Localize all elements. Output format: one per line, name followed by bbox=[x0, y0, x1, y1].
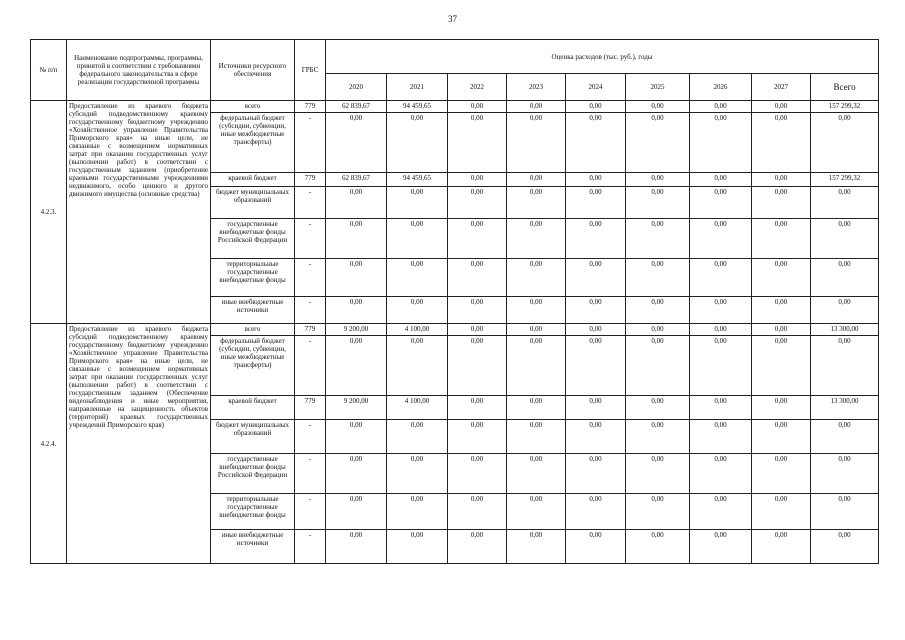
year-value: 0,00 bbox=[690, 187, 752, 219]
table-row bbox=[31, 324, 879, 336]
total-value: 0,00 bbox=[811, 113, 879, 173]
year-value: 0,00 bbox=[387, 530, 448, 564]
header-year: 2022 bbox=[448, 74, 507, 101]
funding-source: федеральный бюджет (субсидии, субвенции, иные межбюджетные трансферты) bbox=[211, 113, 295, 173]
year-value: 0,00 bbox=[690, 173, 752, 187]
year-value: 0,00 bbox=[752, 454, 811, 494]
grbs-code: - bbox=[295, 420, 326, 454]
year-value: 0,00 bbox=[387, 454, 448, 494]
year-value: 0,00 bbox=[507, 454, 566, 494]
funding-source: иные внебюджетные источники bbox=[211, 530, 295, 564]
year-value: 0,00 bbox=[626, 454, 690, 494]
year-value: 4 100,00 bbox=[387, 324, 448, 336]
grbs-code: 779 bbox=[295, 173, 326, 187]
year-value: 0,00 bbox=[448, 324, 507, 336]
funding-source: всего bbox=[211, 324, 295, 336]
year-value: 0,00 bbox=[448, 494, 507, 530]
year-value: 0,00 bbox=[690, 494, 752, 530]
grbs-code: - bbox=[295, 494, 326, 530]
year-value: 0,00 bbox=[448, 420, 507, 454]
header-name: Наименование подпрограммы, программы, принятой в соответствии с требованиями федерального законодательства в сфере реализации государственной программы bbox=[67, 40, 211, 101]
year-value: 0,00 bbox=[507, 101, 566, 113]
year-value: 0,00 bbox=[326, 187, 387, 219]
header-source: Источники ресурсного обеспечения bbox=[211, 40, 295, 101]
page-number: 37 bbox=[448, 14, 457, 24]
year-value: 0,00 bbox=[326, 420, 387, 454]
header-year: 2021 bbox=[387, 74, 448, 101]
year-value: 0,00 bbox=[448, 187, 507, 219]
year-value: 0,00 bbox=[566, 259, 626, 297]
header-year: 2027 bbox=[752, 74, 811, 101]
year-value: 0,00 bbox=[448, 219, 507, 259]
year-value: 0,00 bbox=[326, 219, 387, 259]
grbs-code: - bbox=[295, 336, 326, 396]
year-value: 0,00 bbox=[626, 113, 690, 173]
funding-source: иные внебюджетные источники bbox=[211, 297, 295, 324]
measure-name: Предоставление из краевого бюджета субсидий подведомственному краевому государственному бюджетному учреждению «Хозяйственное управление Правительства Приморского края» на иные цели, не связанные с возмещением нормативных затрат при оказании государственных услуг (выполнении работ) в соответствии с государственным заданием (Обеспечение видеонаблюдения и иные мероприятия, направленные на защищенность объектов (территорий) краевых государственных учреждений Приморского края) bbox=[67, 324, 211, 564]
year-value: 0,00 bbox=[448, 396, 507, 420]
row-number: 4.2.4. bbox=[31, 324, 67, 564]
grbs-code: - bbox=[295, 297, 326, 324]
year-value: 0,00 bbox=[690, 336, 752, 396]
year-value: 0,00 bbox=[690, 454, 752, 494]
grbs-code: 779 bbox=[295, 101, 326, 113]
year-value: 0,00 bbox=[326, 297, 387, 324]
year-value: 0,00 bbox=[326, 113, 387, 173]
funding-source: краевой бюджет bbox=[211, 396, 295, 420]
year-value: 0,00 bbox=[690, 420, 752, 454]
funding-source: государственные внебюджетные фонды Российской Федерации bbox=[211, 219, 295, 259]
total-value: 13 300,00 bbox=[811, 396, 879, 420]
year-value: 0,00 bbox=[752, 336, 811, 396]
year-value: 0,00 bbox=[566, 454, 626, 494]
funding-source: бюджет муниципальных образований bbox=[211, 187, 295, 219]
header-year: 2023 bbox=[507, 74, 566, 101]
year-value: 0,00 bbox=[566, 173, 626, 187]
year-value: 0,00 bbox=[752, 494, 811, 530]
year-value: 0,00 bbox=[507, 530, 566, 564]
total-value: 157 299,32 bbox=[811, 101, 879, 113]
year-value: 0,00 bbox=[566, 113, 626, 173]
year-value: 0,00 bbox=[387, 259, 448, 297]
year-value: 0,00 bbox=[566, 336, 626, 396]
grbs-code: - bbox=[295, 219, 326, 259]
year-value: 0,00 bbox=[326, 454, 387, 494]
year-value: 0,00 bbox=[566, 494, 626, 530]
year-value: 0,00 bbox=[752, 113, 811, 173]
year-value: 0,00 bbox=[752, 173, 811, 187]
year-value: 94 459,65 bbox=[387, 101, 448, 113]
year-value: 0,00 bbox=[752, 530, 811, 564]
total-value: 0,00 bbox=[811, 530, 879, 564]
total-value: 0,00 bbox=[811, 219, 879, 259]
year-value: 0,00 bbox=[507, 396, 566, 420]
table-body bbox=[31, 101, 879, 564]
year-value: 0,00 bbox=[387, 113, 448, 173]
year-value: 0,00 bbox=[752, 219, 811, 259]
year-value: 0,00 bbox=[566, 297, 626, 324]
year-value: 0,00 bbox=[507, 336, 566, 396]
total-value: 157 299,32 bbox=[811, 173, 879, 187]
funding-source: всего bbox=[211, 101, 295, 113]
year-value: 0,00 bbox=[626, 396, 690, 420]
grbs-code: 779 bbox=[295, 324, 326, 336]
year-value: 0,00 bbox=[752, 324, 811, 336]
year-value: 0,00 bbox=[448, 259, 507, 297]
year-value: 0,00 bbox=[626, 101, 690, 113]
year-value: 0,00 bbox=[566, 101, 626, 113]
year-value: 0,00 bbox=[690, 396, 752, 420]
year-value: 0,00 bbox=[566, 219, 626, 259]
header-year: 2024 bbox=[566, 74, 626, 101]
year-value: 0,00 bbox=[690, 113, 752, 173]
header-number: № п/п bbox=[31, 40, 67, 101]
year-value: 62 839,67 bbox=[326, 101, 387, 113]
year-value: 0,00 bbox=[326, 494, 387, 530]
year-value: 0,00 bbox=[448, 454, 507, 494]
year-value: 0,00 bbox=[626, 494, 690, 530]
year-value: 0,00 bbox=[626, 259, 690, 297]
year-value: 0,00 bbox=[507, 297, 566, 324]
funding-source: государственные внебюджетные фонды Российской Федерации bbox=[211, 454, 295, 494]
header-year: 2026 bbox=[690, 74, 752, 101]
grbs-code: - bbox=[295, 187, 326, 219]
year-value: 0,00 bbox=[387, 297, 448, 324]
budget-table bbox=[30, 39, 879, 564]
year-value: 0,00 bbox=[326, 259, 387, 297]
year-value: 0,00 bbox=[690, 530, 752, 564]
year-value: 0,00 bbox=[507, 187, 566, 219]
grbs-code: - bbox=[295, 259, 326, 297]
year-value: 0,00 bbox=[566, 530, 626, 564]
year-value: 0,00 bbox=[387, 187, 448, 219]
year-value: 0,00 bbox=[752, 187, 811, 219]
total-value: 0,00 bbox=[811, 187, 879, 219]
year-value: 0,00 bbox=[448, 113, 507, 173]
year-value: 0,00 bbox=[752, 396, 811, 420]
year-value: 0,00 bbox=[752, 420, 811, 454]
funding-source: федеральный бюджет (субсидии, субвенции, иные межбюджетные трансферты) bbox=[211, 336, 295, 396]
year-value: 0,00 bbox=[507, 324, 566, 336]
total-value: 0,00 bbox=[811, 297, 879, 324]
total-value: 0,00 bbox=[811, 259, 879, 297]
total-value: 0,00 bbox=[811, 420, 879, 454]
year-value: 0,00 bbox=[448, 530, 507, 564]
year-value: 0,00 bbox=[690, 219, 752, 259]
total-value: 13 300,00 bbox=[811, 324, 879, 336]
funding-source: территориальные государственные внебюджетные фонды bbox=[211, 494, 295, 530]
year-value: 0,00 bbox=[566, 324, 626, 336]
year-value: 0,00 bbox=[387, 420, 448, 454]
year-value: 0,00 bbox=[387, 219, 448, 259]
year-value: 0,00 bbox=[448, 336, 507, 396]
grbs-code: - bbox=[295, 454, 326, 494]
year-value: 0,00 bbox=[387, 336, 448, 396]
year-value: 0,00 bbox=[326, 530, 387, 564]
row-number: 4.2.3. bbox=[31, 101, 67, 324]
year-value: 94 459,65 bbox=[387, 173, 448, 187]
year-value: 0,00 bbox=[690, 259, 752, 297]
year-value: 0,00 bbox=[387, 494, 448, 530]
year-value: 0,00 bbox=[626, 173, 690, 187]
year-value: 0,00 bbox=[626, 324, 690, 336]
year-value: 0,00 bbox=[626, 530, 690, 564]
measure-name: Предоставление из краевого бюджета субсидий подведомственному краевому государственному бюджетному учреждению «Хозяйственное управление Правительства Приморского края» на иные цели, не связанные с возмещением нормативных затрат при оказании государственных услуг (выполнении работ) в соответствии с государственным заданием (приобретение краевыми государственными учреждениями недвижимого, особо ценного и другого движимого имущества (основные средства) bbox=[67, 101, 211, 324]
year-value: 0,00 bbox=[752, 259, 811, 297]
header-row-top bbox=[31, 40, 879, 74]
year-value: 0,00 bbox=[507, 219, 566, 259]
header-year: 2025 bbox=[626, 74, 690, 101]
grbs-code: - bbox=[295, 530, 326, 564]
year-value: 0,00 bbox=[448, 173, 507, 187]
year-value: 0,00 bbox=[507, 113, 566, 173]
year-value: 0,00 bbox=[626, 187, 690, 219]
year-value: 0,00 bbox=[626, 336, 690, 396]
year-value: 0,00 bbox=[566, 396, 626, 420]
year-value: 62 839,67 bbox=[326, 173, 387, 187]
year-value: 0,00 bbox=[626, 420, 690, 454]
year-value: 0,00 bbox=[448, 101, 507, 113]
total-value: 0,00 bbox=[811, 336, 879, 396]
funding-source: краевой бюджет bbox=[211, 173, 295, 187]
year-value: 0,00 bbox=[626, 219, 690, 259]
year-value: 0,00 bbox=[566, 187, 626, 219]
funding-source: бюджет муниципальных образований bbox=[211, 420, 295, 454]
funding-source: территориальные государственные внебюджетные фонды bbox=[211, 259, 295, 297]
year-value: 0,00 bbox=[752, 101, 811, 113]
header-estimate: Оценка расходов (тыс. руб.), годы bbox=[326, 40, 879, 74]
year-value: 0,00 bbox=[690, 324, 752, 336]
header-total: Всего bbox=[811, 74, 879, 101]
year-value: 0,00 bbox=[626, 297, 690, 324]
year-value: 0,00 bbox=[507, 494, 566, 530]
year-value: 0,00 bbox=[690, 297, 752, 324]
year-value: 4 100,00 bbox=[387, 396, 448, 420]
year-value: 0,00 bbox=[752, 297, 811, 324]
year-value: 0,00 bbox=[507, 259, 566, 297]
year-value: 0,00 bbox=[448, 297, 507, 324]
year-value: 9 200,00 bbox=[326, 324, 387, 336]
header-year: 2020 bbox=[326, 74, 387, 101]
year-value: 0,00 bbox=[507, 420, 566, 454]
year-value: 0,00 bbox=[507, 173, 566, 187]
table-row bbox=[31, 101, 879, 113]
year-value: 0,00 bbox=[566, 420, 626, 454]
grbs-code: - bbox=[295, 113, 326, 173]
grbs-code: 779 bbox=[295, 396, 326, 420]
year-value: 9 200,00 bbox=[326, 396, 387, 420]
header-grbs: ГРБС bbox=[295, 40, 326, 101]
total-value: 0,00 bbox=[811, 454, 879, 494]
year-value: 0,00 bbox=[326, 336, 387, 396]
year-value: 0,00 bbox=[690, 101, 752, 113]
total-value: 0,00 bbox=[811, 494, 879, 530]
